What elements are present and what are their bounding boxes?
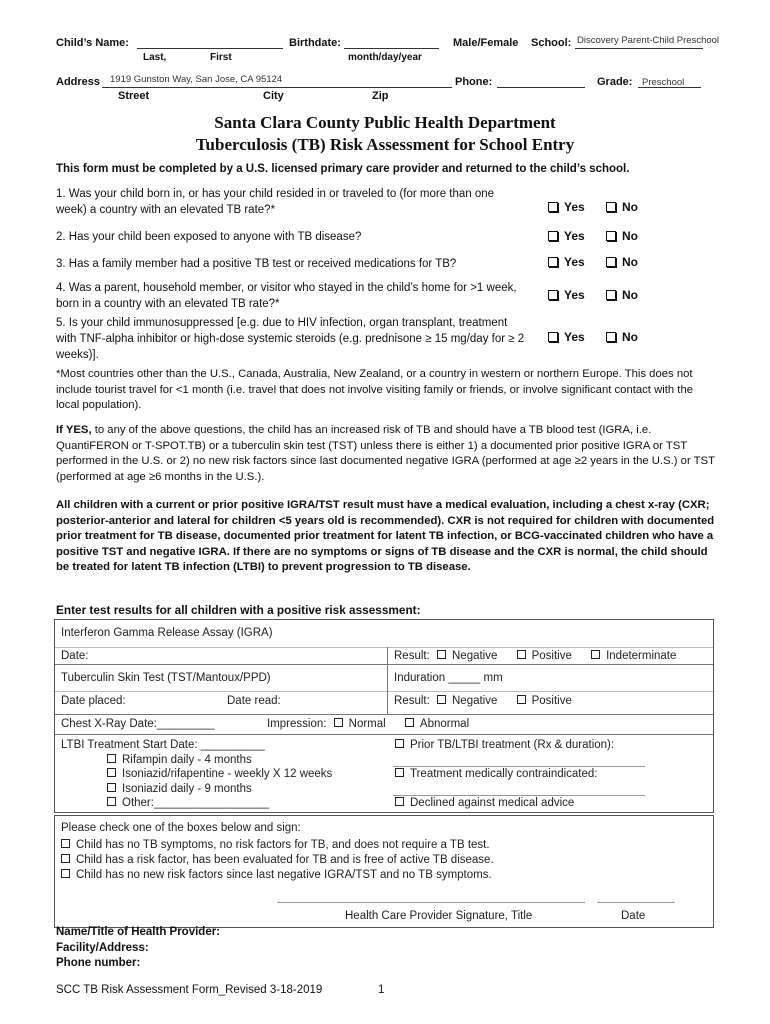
school-label: School: (531, 37, 572, 49)
checkbox-icon (606, 332, 616, 342)
checkbox-icon (606, 231, 616, 241)
regimen-isoniazid-rifapentine[interactable]: Isoniazid/rifapentine - weekly X 12 weeks (107, 768, 332, 780)
igra-indeterminate-option[interactable]: Indeterminate (591, 650, 676, 662)
signature-line[interactable] (277, 902, 585, 903)
tst-negative-option[interactable]: Negative (437, 695, 497, 707)
question-4-yes[interactable]: Yes (548, 288, 585, 302)
signature-caption: Health Care Provider Signature, Title (345, 910, 533, 922)
address-label: Address (56, 76, 101, 88)
checkbox-icon (548, 290, 558, 300)
checkbox-icon (334, 718, 343, 727)
sex-label: Male/Female (453, 37, 519, 49)
checkbox-icon (517, 650, 526, 659)
igra-negative-option[interactable]: Negative (437, 650, 497, 662)
street-caption: Street (118, 90, 150, 102)
cxr-abnormal-option[interactable]: Abnormal (405, 718, 469, 730)
checkbox-icon (437, 650, 446, 659)
grade-value: Preschool (642, 77, 685, 88)
checkbox-icon (107, 768, 116, 777)
regimen-other[interactable]: Other:__________________ (107, 797, 269, 809)
first-name-caption: First (210, 52, 232, 63)
question-2-yes[interactable]: Yes (548, 229, 585, 243)
checkbox-icon (107, 783, 116, 792)
footer-page-number: 1 (378, 984, 385, 996)
cxr-impression-label: Impression: (267, 718, 327, 730)
school-value: Discovery Parent-Child Preschool (577, 35, 720, 46)
checkbox-icon (606, 202, 616, 212)
birthdate-label: Birthdate: (289, 37, 341, 49)
last-name-caption: Last, (143, 52, 167, 63)
checkbox-icon (591, 650, 600, 659)
checkbox-icon (395, 739, 404, 748)
checkbox-icon (548, 332, 558, 342)
checkbox-icon (548, 231, 558, 241)
question-1-yes[interactable]: Yes (548, 200, 585, 214)
checkbox-icon (107, 754, 116, 763)
question-4-no[interactable]: No (606, 288, 638, 302)
checkbox-icon (61, 854, 70, 863)
results-heading: Enter test results for all children with a positive risk assessment: (56, 603, 421, 617)
igra-date-label[interactable]: Date: (61, 650, 89, 662)
title-form: Tuberculosis (TB) Risk Assessment for School Entry (195, 135, 575, 154)
checkbox-icon (395, 797, 404, 806)
tst-date-read[interactable]: Date read: (227, 695, 281, 707)
cxr-impression (267, 718, 469, 730)
provider-name-title[interactable]: Name/Title of Health Provider: (56, 926, 221, 938)
checkbox-icon (606, 290, 616, 300)
contraindicated-option[interactable]: Treatment medically contraindicated: (395, 768, 598, 780)
signature-date-line[interactable] (597, 902, 675, 903)
question-5-no[interactable]: No (606, 330, 638, 344)
question-4: 4. Was a parent, household member, or visitor who stayed in the child’s home for >1 week, born in a country with an elevated TB rate?* (56, 282, 517, 310)
child-name-label: Child’s Name: (56, 37, 129, 49)
prior-treatment-line[interactable] (393, 766, 645, 767)
question-1-no[interactable]: No (606, 200, 638, 214)
declined-option[interactable]: Declined against medical advice (395, 797, 574, 809)
cxr-normal-option[interactable]: Normal (334, 718, 386, 730)
contraindicated-line[interactable] (393, 795, 645, 796)
question-3-no[interactable]: No (606, 255, 638, 269)
checkbox-icon (548, 202, 558, 212)
checkbox-icon (61, 869, 70, 878)
signature-date-caption: Date (621, 910, 646, 922)
cxr-date[interactable]: Chest X-Ray Date:_________ (61, 718, 215, 730)
checkbox-icon (405, 718, 414, 727)
question-1: 1. Was your child born in, or has your child resided in or traveled to (for more than one week) a country with an elevated TB rate?* (56, 188, 495, 216)
igra-positive-option[interactable]: Positive (517, 650, 572, 662)
tst-title: Tuberculin Skin Test (TST/Mantoux/PPD) (61, 672, 271, 684)
phone-field[interactable] (497, 76, 585, 88)
regimen-isoniazid[interactable]: Isoniazid daily - 9 months (107, 783, 252, 795)
footnote-text: *Most countries other than the U.S., Canada, Australia, New Zealand, or a country in western or northern Europe. This does not include tourist travel for <1 month (i.e. travel that does not involve visiting family or friends, or involve significant contact with the local population). (56, 368, 694, 411)
signoff-box (54, 815, 714, 928)
tst-positive-option[interactable]: Positive (517, 695, 572, 707)
tst-result (394, 695, 572, 707)
question-3: 3. Has a family member had a positive TB test or received medications for TB? (56, 258, 457, 270)
question-5-yes[interactable]: Yes (548, 330, 585, 344)
title-department: Santa Clara County Public Health Department (214, 113, 556, 132)
signoff-option-3[interactable]: Child has no new risk factors since last negative IGRA/TST and no TB symptoms. (61, 869, 492, 881)
if-yes-paragraph (56, 423, 716, 485)
igra-result (394, 650, 676, 662)
birthdate-format-caption: month/day/year (348, 52, 422, 63)
results-table (54, 619, 714, 813)
checkbox-icon (548, 257, 558, 267)
prior-treatment-option[interactable]: Prior TB/LTBI treatment (Rx & duration): (395, 739, 614, 751)
grade-label: Grade: (597, 76, 633, 88)
footer-form-name: SCC TB Risk Assessment Form_Revised 3-18-2019 (56, 984, 323, 996)
child-name-field[interactable] (137, 37, 283, 49)
signoff-option-1[interactable]: Child has no TB symptoms, no risk factors for TB, and does not require a TB test. (61, 839, 490, 851)
if-yes-lead: If YES, (56, 424, 92, 436)
if-yes-text: to any of the above questions, the child has an increased risk of TB and should have a TB blood test (IGRA, i.e. QuantiFERON or T-SPOT.TB) or a tuberculin skin test (TST) unless there is either 1) a documented prior positive IGRA or TST performed in the U.S. or 2) no new risk factors since last documented negative IGRA (performed at age ≥2 years in the U.S.) or TST (performed at age ≥6 months in the U.S.). (56, 424, 715, 483)
tst-date-placed[interactable]: Date placed: (61, 695, 126, 707)
birthdate-field[interactable] (344, 37, 439, 49)
igra-title: Interferon Gamma Release Assay (IGRA) (61, 627, 273, 639)
evaluation-paragraph: All children with a current or prior positive IGRA/TST result must have a medical evaluation, including a chest x-ray (CXR; posterior-anterior and lateral for children <5 years old is recommended). CXR is not required for children with documented prior treatment for TB disease, documented prior treatment for latent TB infection, or BCG-vaccinated children who have a positive TST and negative IGRA. If there are no symptoms or signs of TB disease and the CXR is normal, the child should be treated for latent TB infection (LTBI) to prevent progression to TB disease. (56, 499, 715, 573)
question-5: 5. Is your child immunosuppressed [e.g. due to HIV infection, organ transplant, treatment with TNF-alpha inhibitor or high-dose systemic steroids (e.g. prednisone ≥ 15 mg/day for ≥ 2 weeks)]. (56, 317, 525, 361)
checkbox-icon (606, 257, 616, 267)
tst-induration[interactable]: Induration _____ mm (394, 672, 503, 684)
regimen-rifampin[interactable]: Rifampin daily - 4 months (107, 754, 252, 766)
signoff-intro: Please check one of the boxes below and sign: (61, 822, 301, 834)
question-2-no[interactable]: No (606, 229, 638, 243)
address-value: 1919 Gunston Way, San Jose, CA 95124 (110, 74, 283, 85)
city-caption: City (263, 90, 284, 102)
tst-result-label: Result: (394, 695, 430, 707)
provider-phone[interactable]: Phone number: (56, 957, 141, 969)
instruction-text: This form must be completed by a U.S. licensed primary care provider and returned to the child’s school. (56, 163, 630, 175)
question-3-yes[interactable]: Yes (548, 255, 585, 269)
checkbox-icon (107, 797, 116, 806)
checkbox-icon (395, 768, 404, 777)
phone-label: Phone: (455, 76, 493, 88)
question-2: 2. Has your child been exposed to anyone with TB disease? (56, 231, 362, 243)
igra-result-label: Result: (394, 650, 430, 662)
ltbi-start-date[interactable]: LTBI Treatment Start Date: __________ (61, 739, 265, 751)
signoff-option-2[interactable]: Child has a risk factor, has been evaluated for TB and is free of active TB disease. (61, 854, 494, 866)
checkbox-icon (437, 695, 446, 704)
checkbox-icon (517, 695, 526, 704)
provider-facility[interactable]: Facility/Address: (56, 942, 149, 954)
zip-caption: Zip (372, 90, 389, 102)
checkbox-icon (61, 839, 70, 848)
